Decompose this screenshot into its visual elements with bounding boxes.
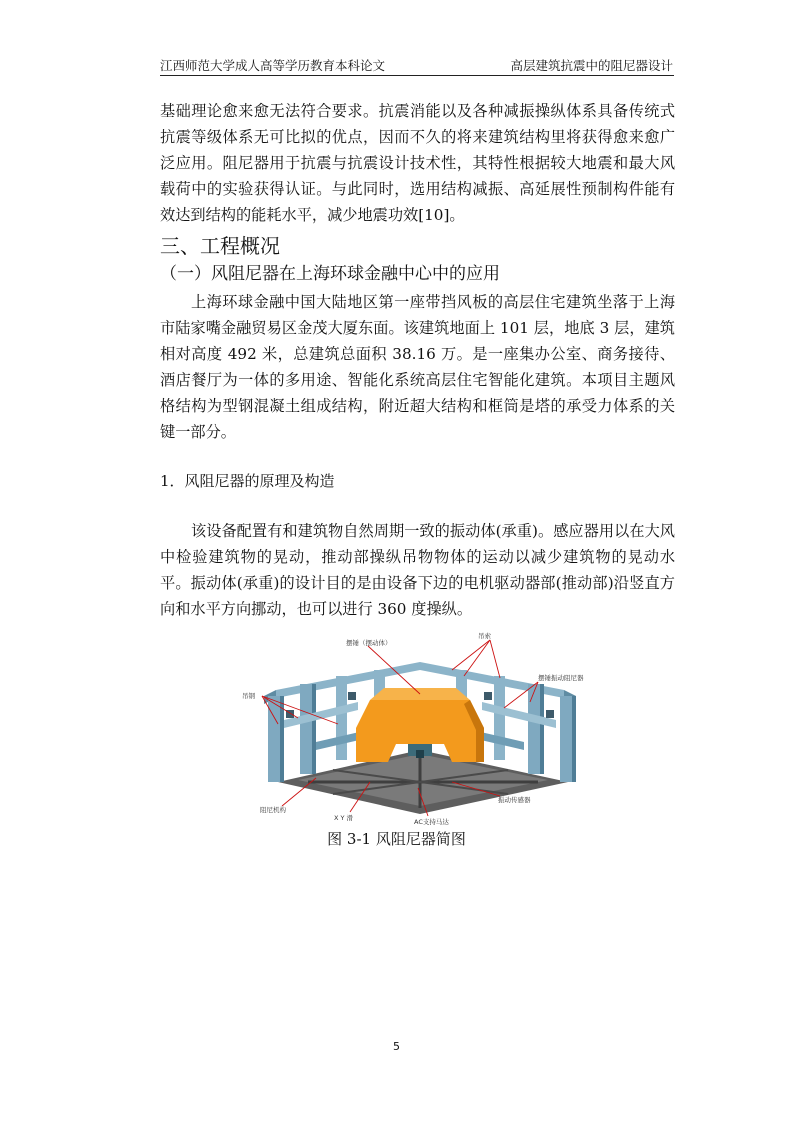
- figure-label-xy-slide: X Y 滑: [334, 814, 354, 822]
- figure-label-damping: 阻尼机构: [260, 806, 286, 814]
- page-number: 5: [393, 1040, 400, 1053]
- item-heading: 1．风阻尼器的原理及构造: [160, 472, 335, 490]
- figure-caption: 图 3-1 风阻尼器简图: [327, 830, 466, 848]
- figure-label-cable: 吊索: [478, 632, 491, 640]
- paragraph-intro: 基础理论愈来愈无法符合要求。抗震消能以及各种减振操纵体系具备传统式抗震等级体系无可比拟的优点，因而不久的将来建筑结构里将获得愈来愈广泛应用。阻尼器用于抗震与抗震设计技术性，其特性根据较大地震和最大风载荷中的实验获得认证。与此同时，选用结构减振、高延展性预制构件能有效达到结构的能耗水平，减少地震功效[10]。: [160, 102, 675, 224]
- figure-label-sensor: 振动传感器: [498, 796, 531, 804]
- header-thesis-title: 江西师范大学成人高等学历教育本科论文: [160, 58, 386, 73]
- figure-label-steel: 吊钢: [242, 692, 255, 700]
- wind-damper-diagram: [238, 632, 602, 826]
- figure-label-pendulum: 摆锤（摆动体）: [346, 639, 392, 647]
- paragraph-principle: 该设备配置有和建筑物自然周期一致的振动体(承重)。感应器用以在大风中检验建筑物的晃动，推动部操纵吊物物体的运动以减少建筑物的晃动水平。振动体(承重)的设计目的是由设备下边的电机驱动器部(推动部)沿竖直方向和水平方向挪动，也可以进行 360 度操纵。: [160, 522, 675, 618]
- header-chapter-title: 高层建筑抗震中的阻尼器设计: [510, 58, 673, 73]
- damper-base: [278, 750, 568, 814]
- subsection-heading: （一）风阻尼器在上海环球金融中心中的应用: [160, 264, 500, 284]
- paragraph-project: 上海环球金融中国大陆地区第一座带挡风板的高层住宅建筑坐落于上海市陆家嘴金融贸易区金茂大厦东面。该建筑地面上 101 层，地底 3 层，建筑相对高度 492 米，总建筑总面积 38.16 万。是一座集办公室、商务接待、酒店餐厅为一体的多用途、智能化系统高层住宅智能化建筑。本项目主题风格结构为型钢混凝土组成结构，附近超大结构和框筒是塔的承受力体系的关键一部分。: [160, 293, 675, 441]
- figure-label-pendulum-damper: 摆锤振动阻尼器: [538, 674, 584, 682]
- section-heading: 三、工程概况: [160, 234, 280, 258]
- figure-label-ac-motor: AC支持马达: [414, 818, 449, 826]
- damper-mass: [356, 688, 484, 762]
- header-divider: [160, 75, 674, 76]
